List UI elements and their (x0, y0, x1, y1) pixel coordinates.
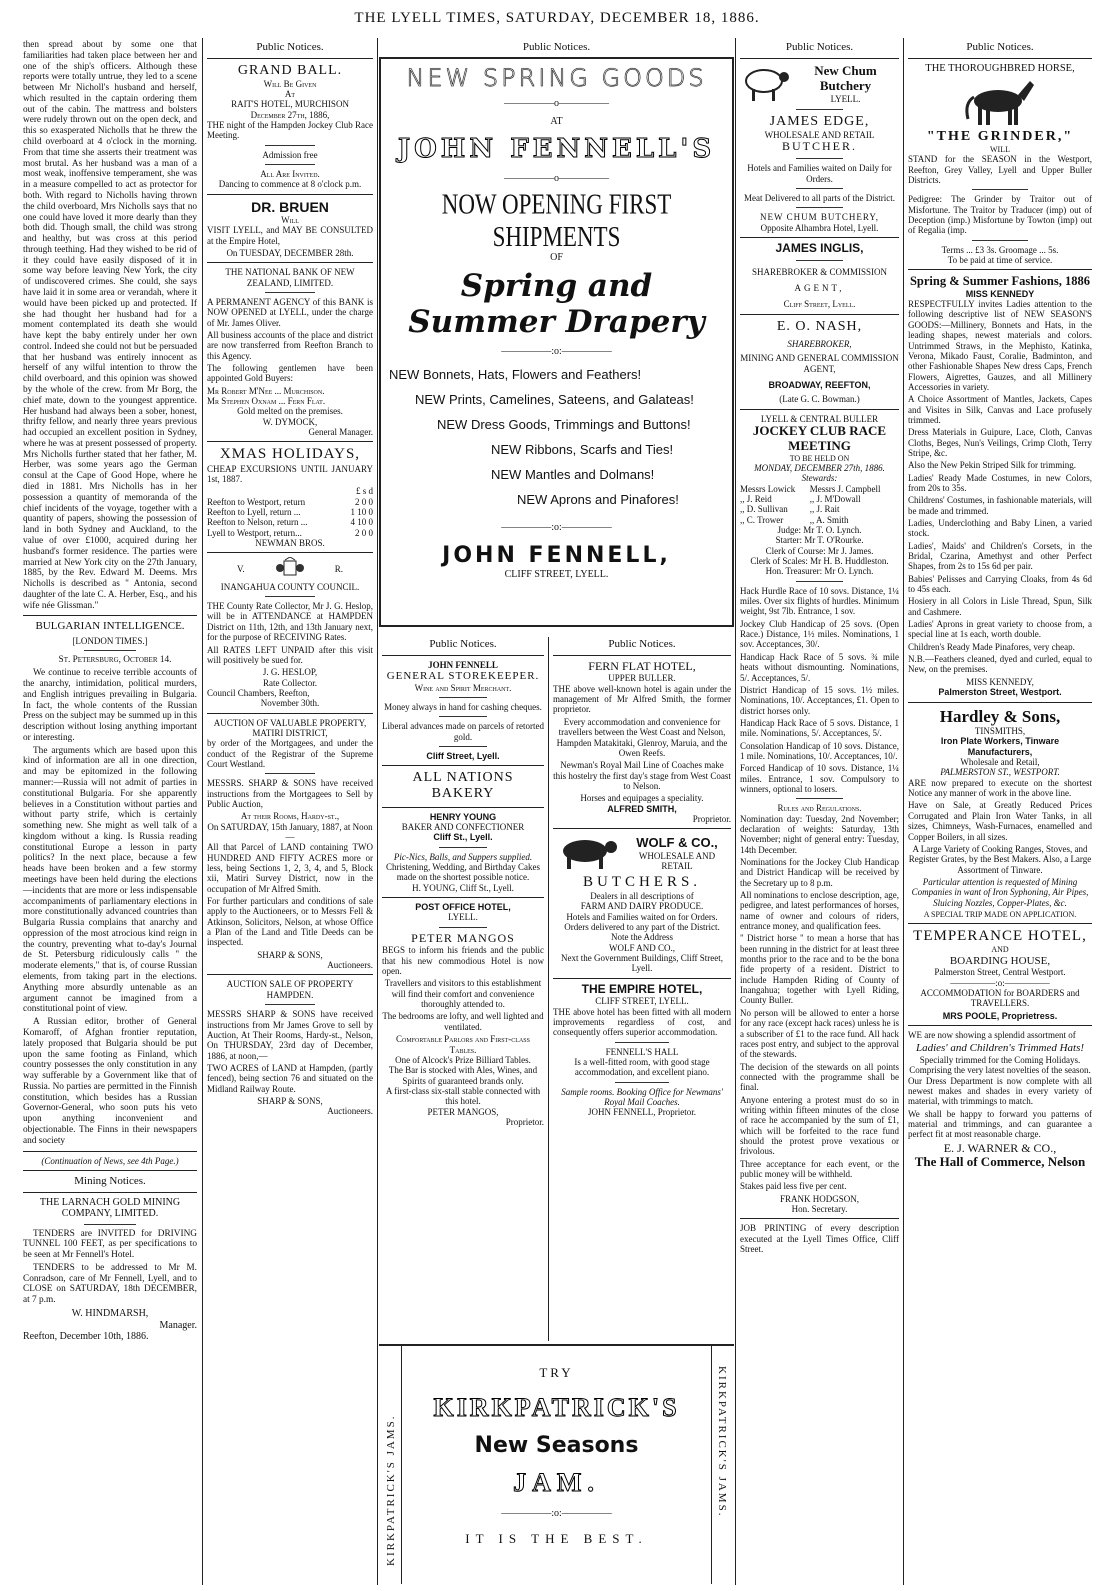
section-header: Public Notices. (256, 41, 324, 53)
table-row (740, 484, 899, 494)
notices-column (204, 40, 376, 1585)
ad-body: Particular attention is requested of Mining Companies in want of Iron Syphoning, Air Pipes, Sluicing Nozzles, Copper-Plates, &c. (911, 876, 1089, 908)
ad-title: THE NATIONAL BANK OF NEW ZEALAND, LIMITED. (225, 267, 355, 288)
ad-headline: Spring and Summer Drapery (408, 268, 705, 340)
list-item: A Choice Assortment of Mantles, Jackets, Capes and Visites in Silk, Canvas and Lace profusely trimmed. (908, 394, 1092, 425)
continuation-note: (Continuation of News, see 4th Page.) (41, 1155, 179, 1166)
ad-body: MESSRS SHARP & SONS have received instructions from Mr James Grove to sell by Auction, At Their Rooms, Hardy-st., Nelson, On THURSDAY, 23rd day of December, 1886, at noon,— (207, 1009, 373, 1061)
royal-arms (207, 557, 373, 581)
cattle-icon (553, 833, 623, 873)
ad-body: A first-class six-stall stable connected with this hotel. (385, 1085, 541, 1107)
ad-title: DR. BRUEN (251, 198, 329, 215)
signature-role: Proprietor. (692, 813, 731, 824)
list-item: Babies' Pelisses and Carrying Cloaks, from 4s 6d to 45s each. (908, 573, 1092, 595)
ad-line: Will Be Given (263, 78, 317, 89)
ad-line: RAIT'S HOTEL, MURCHISON (231, 99, 349, 110)
ad-line: LYELL. (830, 93, 861, 104)
masthead: THE LYELL TIMES, SATURDAY, DECEMBER 18, 1886. (354, 10, 760, 26)
ad-line: BUTCHER. (781, 139, 857, 154)
ad-title: E. O. NASH, (776, 318, 863, 334)
ad-line: NEW CHUM BUTCHERY, (760, 212, 879, 223)
ad-line: BAKER AND CONFECTIONER (401, 821, 525, 832)
ad-body: Horses and equipages a speciality. (580, 793, 704, 804)
wolf-header (553, 833, 731, 873)
ad-title: GRAND BALL. (237, 62, 343, 78)
column-divider (377, 38, 378, 1585)
table-row (207, 517, 373, 527)
ad-body: Pic-Nics, Balls, and Suppers supplied. (393, 851, 533, 862)
butchery-header (740, 63, 899, 105)
bulgarian-article (23, 655, 197, 1146)
news-source: [LONDON TIMES.] (72, 636, 148, 647)
ad-body: Christening, Wedding, and Birthday Cakes made on the shortest possible notice. (385, 861, 541, 883)
notices-column (379, 637, 547, 1341)
ad-line: PETER MANGOS (411, 930, 515, 945)
royal-crest-icon (275, 557, 305, 581)
table-cell: ,, J. Rait (809, 504, 840, 515)
ad-line: To be paid at time of service. (947, 255, 1053, 266)
sheep-icon (740, 63, 792, 105)
ad-body: THE night of the Hampden Jockey Club Race Meeting. (207, 120, 373, 141)
signature-role: Auctioneers. (327, 1106, 373, 1117)
ad-headline: "THE GRINDER," (926, 129, 1074, 145)
ad-body: The following gentlemen have been appointed Gold Buyers: (207, 363, 373, 384)
list-item: Ladies', Maids' and Children's Corsets, in the Bridal, Czarina, Amethyst and other Perfect Shapes, from 2s to 15s 6d per pair. (908, 540, 1092, 572)
ad-body: Pedigree: The Grinder by Traitor out of Misfortune. The Traitor by Traducer (imp) out of Deception (imp.) Misfortune by Towton (imp) out of Regalia (imp. (908, 194, 1092, 236)
ad-title: Spring & Summer Fashions, 1886 (909, 274, 1090, 289)
ad-item: NEW Dress Goods, Trimmings and Buttons! (437, 416, 691, 432)
ad-line: Judge: Mr T. O. Lynch. (777, 525, 862, 536)
rule-item: All nominations to enclose description, age, pedigree, and latest performances of horses, name of owner and colours of riders, entrance money, and qualification fees. (740, 890, 899, 932)
ad-title: XMAS HOLIDAYS, (219, 446, 361, 463)
ad-body: For further particulars and conditions of sale apply to the Auctioneers, or to Messrs Fell & Atkinson, Solicitors, Nelson, at whose Office a Plan of the Land and Title Deeds can be inspected. (207, 896, 373, 948)
ad-line: Stewards: (801, 473, 838, 484)
ad-body: Dealers in all descriptions of (590, 890, 694, 901)
news-column (20, 40, 200, 1585)
list-item: Mr Robert M'Nee ... Murchison. (207, 385, 325, 396)
ad-address: Palmerston Street, Westport. (938, 687, 1062, 698)
ad-line: BUTCHERS. (582, 873, 702, 890)
ad-address: BROADWAY, REEFTON, (768, 379, 871, 390)
signature: SHARP & SONS, (257, 1095, 323, 1106)
ad-line: BOARDING HOUSE, (949, 954, 1051, 967)
ad-body: Hotels and Families waited on Daily for Orders. (747, 163, 892, 184)
ad-line: MONDAY, DECEMBER 27th, 1886. (754, 462, 885, 473)
list-item: Ladies' Aprons in great variety to choose from, a special line at 1s each, worth double. (908, 619, 1092, 640)
table-cell: ,, J. Reid (740, 494, 772, 505)
ad-body: A Large Variety of Cooking Ranges, Stoves, and Register Grates, by the Best Makers. Also, a Large Assortment of Tinware. (908, 843, 1092, 875)
ad-body: All business accounts of the place and district are now transferred from Reefton Branch to this Agency. (207, 330, 373, 361)
signature: W. HINDMARSH, (71, 1308, 149, 1319)
ad-title: JOHN FENNELL (428, 659, 498, 670)
rule-item: No person will be allowed to enter a horse for any race (except hack races) unless he is a subscriber of £1 to the race fund. All hack races post entry, and subject to the approval of the stewards. (740, 1007, 899, 1060)
ad-title: New Chum Butchery (814, 62, 877, 93)
ad-body: Newman's Royal Mail Line of Coaches make this hostelry the first day's stage from West Coast to Nelson. (553, 760, 731, 791)
ornament: —————:o:————— (501, 521, 612, 533)
ad-line: WHOLESALE AND RETAIL (638, 850, 716, 871)
rule-item: " District horse " to mean a horse that has been running in the district for at least three months prior to the race and to be the bona fide property of a resident. District to include Hampden Riding of County of Inangahua; together with Lyell Riding, County Buller. (740, 933, 899, 1006)
list-item: Childrens' Costumes, in fashionable materials, will be made and trimmed. (908, 495, 1092, 516)
ad-body: Sample rooms. Booking Office for Newmans' Royal Mail Coaches. (561, 1086, 723, 1108)
ad-title: WOLF & CO., (636, 834, 718, 850)
side-text-left (383, 1366, 399, 1576)
ad-line: November 30th. (260, 698, 320, 709)
ad-body: TWO ACRES of LAND at Hampden, (partly fenced), being section 76 and situated on the Midland Railway Route. (207, 1062, 373, 1094)
ad-headline: JAM. (513, 1468, 600, 1498)
ad-line: Dancing to commence at 8 o'clock p.m. (218, 179, 362, 190)
ad-line: Admission free (262, 149, 318, 160)
signature-role: Proprietor. (505, 1116, 544, 1127)
table-row (740, 504, 899, 514)
fare: 4 10 0 (350, 517, 373, 528)
ad-line: Will (281, 214, 299, 225)
rule-item: Anyone entering a protest must do so in writing within fifteen minutes of the close of race he accompanied by the sum of £1, which will be forfeited to the race fund should the protest prove vexatious or frivolous. (740, 1094, 899, 1157)
ad-line: Clerk of Scales: Mr H. B. Huddleston. (750, 556, 889, 567)
ad-line: IT IS THE BEST. (465, 1530, 648, 1546)
signature: SHARP & SONS, (257, 949, 323, 960)
ad-body: Is a well-fitted room, with good stage accommodation, and excellent piano. (574, 1057, 710, 1078)
list-item: Ladies, Underclothing and Baby Linen, a varied stock. (908, 518, 1092, 539)
vr-left: V. (237, 564, 245, 575)
section-header: Public Notices. (429, 638, 497, 650)
ad-headline: NOW OPENING FIRST SHIPMENTS (441, 188, 672, 253)
ad-line: Terms ... £3 3s. Groomage ... 5s. (941, 244, 1059, 255)
table-header: £ s d (355, 486, 373, 497)
ornament: —————o————— (504, 98, 609, 110)
news-paragraph: A Russian editor, brother of General Komaroff, of Afghan frontier reputation, lately proposed that Bulgaria should be put upon the same footing as Finland, which country possesses the only constitution in any way sufferable by a Government like that of Russia. No parties are permitted in the Finnish constitution, which besides has a Russian Governor-General, who soon puts his veto upon anything inconvenient and objectionable. The Finns in their newspapers and society (23, 1017, 197, 1146)
signature: ALFRED SMITH, (607, 803, 677, 814)
ad-line: SHAREBROKER & COMMISSION (751, 266, 888, 277)
ornament: —————:o:————— (501, 346, 612, 358)
ad-body: RESPECTFULLY invites Ladies attention to the following descriptive list of NEW SEASON'S GOODS:—Millinery, Bonnets and Hats, in the leading shapes, newest materials and colors. Untrimmed Straws, in the Mephisto, Katinka, Verona, Mikado Faust, Coralie, Badminton, and other Fashionable Shapes New dress Caps, French Flowers, Aigrettes, Gauzes, and all Millinery Accessories in variety. (908, 299, 1092, 392)
table-cell: Messrs J. Campbell (809, 483, 881, 494)
race-event: District Handicap of 15 sovs. 1½ miles. Nominations, 10/. Acceptances, £1. Open to district horses only. (740, 684, 899, 716)
ad-address: Cliff St., Lyell. (433, 832, 493, 843)
column-divider (903, 38, 904, 1585)
ad-body: Travellers and visitors to this establishment will find their comfort and convenience thoroughly attended to. (384, 978, 542, 1010)
section-header: Public Notices. (522, 41, 591, 53)
table-cell: ,, D. Sullivan (740, 504, 788, 515)
column-divider (202, 38, 203, 1585)
ad-body: Liberal advances made on parcels of retorted gold. (382, 721, 544, 742)
ad-body: Specially trimmed for the Coming Holidays. (919, 1054, 1081, 1065)
section-header: Public Notices. (785, 41, 854, 53)
ad-line: At (284, 89, 296, 100)
ad-body: The Bar is stocked with Ales, Wines, and Spirits of guaranteed brands only. (388, 1065, 538, 1086)
ad-line: WHOLESALE AND RETAIL (764, 130, 875, 141)
ad-address: The Hall of Commerce, Nelson (914, 1154, 1086, 1170)
table-cell: ,, J. M'Dowall (809, 494, 861, 505)
ad-address: Opposite Alhambra Hotel, Lyell. (760, 222, 879, 233)
ad-body: Note the Address (611, 932, 673, 943)
route: Lyell to Westport, return... (207, 527, 302, 538)
ad-body: Every accommodation and convenience for travellers between the West Coast and Nelson, Hampden Matakitaki, Glenroy, Maruia, and the Owen Reefs. (556, 716, 728, 758)
ad-title: NEW SPRING GOODS (406, 63, 707, 92)
ad-address: Cliff Street, Lyell. (426, 751, 500, 761)
ad-line: AGENT, (794, 283, 845, 294)
kirkpatrick-jam-ad (379, 1344, 734, 1584)
ad-line: On TUESDAY, DECEMBER 28th. (226, 247, 354, 258)
ad-title: POST OFFICE HOTEL, (415, 901, 511, 912)
ad-body: All that Parcel of LAND containing TWO HUNDRED AND FIFTY ACRES more or less, being Sections 1, 2, 3, 4, and 5, Block xii, Matiri Survey District, now in the occupation of Mr Alfred Smith. (207, 842, 373, 894)
ad-headline: New Seasons (474, 1432, 639, 1458)
ad-line: Gold melted on the premises. (237, 406, 343, 417)
route: Reefton to Nelson, return ... (207, 517, 308, 528)
ad-line: AND (991, 945, 1009, 955)
ad-line: TRY (539, 1365, 574, 1380)
news-article (23, 40, 197, 611)
ad-line: Wholesale and Retail, (960, 757, 1040, 768)
rule-item: Stakes paid less five per cent. (740, 1181, 847, 1192)
ad-body: Hotels and Families waited on for Orders. (566, 911, 718, 922)
ad-title: JOCKEY CLUB RACE MEETING (752, 422, 887, 453)
ad-body: ACCOMMODATION for BOARDERS and TRAVELLERS. (920, 987, 1080, 1009)
ad-item: NEW Prints, Camelines, Sateens, and Galateas! (415, 391, 694, 407)
column-divider (548, 637, 549, 1341)
ad-body: BEGS to inform his friends and the public that his new commodious Hotel is now open. (382, 945, 544, 977)
signature: JOHN FENNELL, (442, 543, 671, 569)
signature: NEWMAN BROS. (255, 538, 325, 549)
ad-body: MINING AND GENERAL COMMISSION AGENT, (740, 353, 899, 374)
news-paragraph: then spread about by some one that familiarities had taken place between her and one of the ship's officers. Although these reports were totally untrue, they led to a scene between Mr Nicholl's husband and herself, which resulted in the captain ordering them out of the cabin. The mattress and bolsters were rudely thrown out on the open deck, and this so exasperated Nicholls that he threw the child overboard at 4 o'clock in the morning. From that time she asserts their treatment was most brutal. As her husband was a man of a most weak, inoffensive temperament, she was in a measure compelled to act as protector for both. With regard to Nicholls having thrown the child overboard, Mrs Nicholls says that no one could have loved it more dearly than they both did. Though small, the child was strong and healthy, but was cross at this period through teething. Had they wished to be rid of it they could have easily disposed of it in some way before leaving New York, the city of undiscovered crimes. She could, she says have laid it in some area or verandah, where it would have been picked up and protected. If she had thought her husband had for a moment contemplated its death she would have kept the baby entirely under her own control. Indeed she could not but be persuaded that her husband was entirely innocent as herself of any wilful intention to throw the child overboard, and this opinion was showed by the whole of the crew. from Mr Borg, the chief mate, down to the youngest apprentice. Her husband had always been a sober, honest, thrifty fellow, and nearly three years previous had occupied an excellent position in Sydney, where he was at present possessed of property. Mrs Nicholls further stated that her father, M. Herber, was some years ago the German consul at the Cape of Good Hope, where he died in 1881. Mrs Nicholls has in her possession a quantity of memoranda of the chief incidents of the voyage, together with a quantity of papers, showing the possession of land in both Sydney and Auckland, to the value of over £1000, acquired during her husband's former residence. The parties were married at New York city on the 27th January, 1885, by the Rev. Edward M. Deems. Mrs Nicholls is described as " Antonia, second daughter of the late C. A. Herber, Esq., and his wife née Glissman." (23, 40, 197, 611)
rule-item: Nominations for the Jockey Club Handicap and District Handicap will be received by the Secretary up to 8 p.m. (740, 857, 899, 888)
race-event: Handicap Hack Race of 5 sovs. Distance, 1 mile. Nominations, 5/. Acceptances, 5/. (740, 717, 899, 739)
ad-body: WE are now showing a splendid assortment of (908, 1029, 1076, 1040)
ad-line: Rules and Regulations. (777, 803, 862, 814)
ad-title: Hardley & Sons, (939, 706, 1061, 726)
ad-line: A SPECIAL TRIP MADE ON APPLICATION. (923, 909, 1077, 919)
ad-line: WILL (990, 145, 1010, 155)
ad-title: THE EMPIRE HOTEL, (581, 981, 703, 996)
signature-role: Hon. Secretary. (791, 1204, 848, 1215)
ornament: —————o————— (504, 173, 609, 185)
ad-line: MISS KENNEDY (965, 288, 1035, 299)
signature: MRS POOLE, Proprietress. (942, 1010, 1058, 1021)
race-event: Forced Handicap of 10 sovs. Distance, 1¼ miles. Entrance, 1 sov. Compulsory to winners, optional to losers. (740, 763, 899, 794)
race-event: Consolation Handicap of 10 sovs. Distance, 1 mile. Nominations, 10/. Acceptances, 10/. (740, 740, 899, 761)
table-row (740, 494, 899, 504)
ad-title: FERN FLAT HOTEL, (588, 658, 696, 673)
ad-address: Palmerston Street, Central Westport. (934, 967, 1066, 978)
list-item: Mr Stephen Oxnam ... Fern Flat. (207, 396, 326, 407)
notices-column (550, 637, 734, 1341)
table-row (740, 515, 899, 525)
ad-body: Have on Sale, at Greatly Reduced Prices Corrugated and Plain Iron Water Tanks, in all sizes, Chimneys, Wash-Furnaces, enamelled and Copper Boilers, in all sizes. (908, 800, 1092, 842)
ad-address: Next the Government Buildings, Cliff Street, Lyell. (560, 952, 724, 974)
side-text-right (714, 1366, 730, 1576)
ad-body: Orders delivered to any part of the District. (564, 921, 720, 932)
ad-line: FENNELL'S HALL (605, 1046, 679, 1057)
ad-line: On SATURDAY, 15th January, 1887, at Noon— (207, 821, 373, 843)
ad-line: HENRY YOUNG (429, 811, 497, 822)
ad-body: THE County Rate Collector, Mr J. G. Heslop, will be in ATTENDANCE at HAMPDEN District on 11th, 12th, and 13th January next, for the purpose of RECEIVING Rates. (207, 601, 373, 643)
signature: H. YOUNG, Cliff St., Lyell. (412, 882, 514, 893)
ad-line: JAMES EDGE, (769, 113, 870, 129)
race-event: Jockey Club Handicap of 25 sovs. (Open Race.) Distance, 1½ miles. Nominations, 1 sov. Acceptances, 30/. (740, 618, 899, 650)
signature: FRANK HODGSON, (779, 1193, 859, 1204)
notices-column (905, 40, 1095, 1585)
ad-line: (Late G. C. Bowman.) (779, 394, 860, 405)
rule-item: Nomination day: Tuesday, 2nd November; declaration of weights: Saturday, 13th November; night of general entry: Tuesday, 14th December. (740, 813, 899, 855)
ad-body: A PERMANENT AGENCY of this BANK is NOW OPENED at LYELL, under the charge of Mr. James Oliver. (207, 296, 373, 328)
list-item: Children's Ready Made Pinafores, very cheap. (908, 641, 1075, 652)
ad-body: by order of the Mortgagees, and under the conduct of the Registrar of the Supreme Court Westland. (207, 738, 373, 769)
ad-body: Comfortable Parlors and First-class Tables. (396, 1034, 530, 1055)
ad-line: LYELL. (448, 912, 478, 923)
ad-line: Hon. Treasurer: Mr O. Lynch. (765, 566, 874, 577)
race-event: Hack Hurdle Race of 10 sovs. Distance, 1¼ miles. Over six flights of hurdles. Minimum weight, 9st 7lb. Entrance, 1 sov. (740, 585, 899, 617)
ad-address: PALMERSTON ST., WESTPORT. (940, 767, 1060, 778)
signature-role: Auctioneers. (327, 960, 373, 971)
signature: MISS KENNEDY, (966, 676, 1034, 687)
signature: JOHN FENNELL, Proprietor. (588, 1107, 696, 1118)
table-cell: ,, A. Smith (809, 514, 849, 525)
ad-title: ALL NATIONS BAKERY (412, 770, 514, 802)
ad-line: TINSMITHS, (974, 726, 1026, 737)
dateline: St. Petersburg, October 14. (58, 655, 172, 666)
stewards-table (740, 484, 899, 525)
ad-line: December 27th, 1886, (250, 109, 330, 120)
ad-body: Meat Delivered to all parts of the District. (744, 192, 895, 203)
ad-body: One of Alcock's Prize Billiard Tables. (395, 1054, 531, 1065)
ad-title: INANGAHUA COUNTY COUNCIL. (220, 581, 360, 592)
ad-body: CHEAP EXCURSIONS UNTIL JANUARY 1st, 1887. (207, 463, 373, 485)
ad-body: Money always in hand for cashing cheques. (384, 701, 542, 712)
rule-item: The decision of the stewards on all points connected with the programme shall be final. (740, 1061, 899, 1093)
fare: 2 0 0 (355, 527, 373, 538)
mining-body: TENDERS to be addressed to Mr M. Conradson, care of Mr Fennell, Lyell, and to CLOSE on SATURDAY, 18th DECEMBER, at 7 p.m. (23, 1262, 197, 1306)
table-cell: Messrs Lowick (740, 483, 796, 494)
ad-line: SHAREBROKER, (787, 338, 852, 349)
news-paragraph: The arguments which are based upon this kind of information are all in one direction, and may be epitomized in the following manner:—Russia will not admit of parties in constitutional Bulgaria. For she apparently believes in a Constitution without parties and without party strife, which is certainly something new. She might as well talk of a kingdom without a king. Is Russia reading constitutional Europe a lesson in party politics? In the next place, because a few heads have been broken and a few stormy meetings have been held during the elections—incidents that are more or less indispensable accompaniments of parliamentary elections in more constitutionally advanced countries than Bulgaria Russia complains that anarchy and oppression of the most atrocious kind reign in the country, preventing what to-day's Journal de St. Petersburg ridiculously calls " the moderate elements," that is, of course Russian elements, from taking part in the elections. Anything more absurdly untenable as an argument cannot be imagined from a constitutional point of view. (23, 745, 197, 1015)
ad-line: TO BE HELD ON (789, 453, 850, 463)
section-header: Public Notices. (966, 41, 1034, 53)
ad-body: All RATES LEFT UNPAID after this visit will positively be sued for. (207, 644, 373, 665)
ad-body: THE above well-known hotel is again under the management of Mr Alfred Smith, the former proprietor. (553, 683, 731, 715)
fare: 1 10 0 (350, 507, 373, 518)
side-label: KIRKPATRICK'S JAMS. (716, 1366, 728, 1518)
ad-item: NEW Aprons and Pinafores! (517, 491, 679, 507)
route: Reefton to Lyell, return ... (207, 507, 301, 518)
race-event: Handicap Hack Race of 5 sovs. ¾ mile heats without dismounting. Nominations, 5/. Acceptances, 5/. (740, 651, 899, 683)
list-item: Hosiery in all Colors in Lisle Thread, Spun, Silk and Cashmere. (908, 596, 1092, 617)
ad-body: MESSRS. SHARP & SONS have received instructions from the Mortgagees to Sell by Public Auction, (207, 778, 373, 809)
column-divider (735, 38, 736, 1585)
signature-role: Rate Collector. (263, 677, 317, 688)
ad-line: CLIFF STREET, LYELL. (595, 996, 689, 1007)
ad-line: All Are Invited. (260, 169, 320, 180)
ornament: —————:o:————— (950, 977, 1050, 988)
news-paragraph: We continue to receive terrible accounts of the anarchy, intimidation, political murders, and English intrigues prevailing in Bulgaria. In fact, the whole contents of the Russian Press on the subject may be summed up in this description without losing anything important or interesting. (23, 668, 197, 743)
signature: J. G. HESLOP, (262, 667, 318, 678)
fare: 2 0 0 (355, 496, 373, 507)
ad-body: Comprising the very latest novelties of the season. (909, 1065, 1091, 1076)
list-item: Also the New Pekin Striped Silk for trimming. (908, 460, 1076, 471)
ad-shop-name: JOHN FENNELL'S (397, 134, 716, 165)
ad-body: Our Dress Department is now complete with all newest makes and shades in every variety of material, with trimmings to match. (908, 1075, 1092, 1107)
ad-headline: Ladies' and Children's Trimmed Hats! (915, 1042, 1085, 1055)
ad-line: Clerk of Course: Mr J. James. (765, 545, 874, 556)
ad-item: NEW Bonnets, Hats, Flowers and Feathers! (389, 366, 642, 382)
route: Reefton to Westport, return (207, 496, 306, 507)
ad-address: CLIFF STREET, LYELL. (504, 568, 609, 580)
ad-body: JOB PRINTING of every description executed at the Lyell Times Office, Cliff Street. (740, 1223, 899, 1255)
ad-line: Wine and Spirit Merchant. (414, 682, 512, 693)
ad-brand: KIRKPATRICK'S (433, 1392, 680, 1422)
list-item: N.B.—Feathers cleaned, dyed and curled, equal to New, on the premises. (908, 654, 1092, 675)
table-row (207, 528, 373, 538)
ad-title: THE THOROUGHBRED HORSE, (925, 62, 1075, 74)
ad-line: GENERAL STOREKEEPER. (386, 669, 540, 682)
notice-date: Reefton, December 10th, 1886. (23, 1331, 149, 1342)
ad-title: AUCTION OF VALUABLE PROPERTY, MATIRI DISTRICT, (213, 717, 367, 738)
notices-column (737, 40, 902, 1585)
ornament: —————:o:————— (501, 1508, 612, 1520)
table-cell: ,, C. Trower (740, 514, 784, 525)
ad-line: Council Chambers, Reefton, (207, 687, 310, 698)
horse-icon (908, 75, 1092, 129)
ad-title: JAMES INGLIS, (775, 240, 864, 255)
ad-body: THE above hotel has been fitted with all modern improvements regardless of cost, and consequently offers superior accommodation. (553, 1006, 731, 1038)
section-header: Public Notices. (608, 638, 676, 650)
ad-line: Starter: Mr T. O'Rourke. (775, 535, 864, 546)
bulgarian-heading: BULGARIAN INTELLIGENCE. (35, 620, 185, 633)
ad-body: We shall be happy to forward you patterns of material and trimmings, and can guarantee a perfect fit at most reasonable charge. (908, 1108, 1092, 1140)
rule-item: Three acceptance for each event, or the public money will be withheld. (740, 1158, 899, 1179)
ad-line: AT (550, 115, 563, 127)
list-item: Dress Materials in Guipure, Lace, Cloth, Canvas Cloths, Beges, Nun's Veilings, Crimp Cloth, Terry Stripe, &c. (908, 427, 1092, 458)
fennell-drapery-ad (379, 40, 734, 634)
ad-item: NEW Ribbons, Scarfs and Ties! (491, 441, 674, 457)
ad-item: NEW Mantles and Dolmans! (491, 466, 655, 482)
table-row (207, 497, 373, 507)
signature: E. J. WARNER & CO., (943, 1140, 1057, 1155)
ad-line: UPPER BULLER. (608, 673, 676, 684)
ad-line: At their Rooms, Hardy-st., (240, 811, 340, 822)
signature-role: General Manager. (308, 427, 373, 438)
ad-title: TEMPERANCE HOTEL, (913, 928, 1087, 945)
ad-line: LYELL & CENTRAL BULLER (760, 413, 879, 424)
ad-line: Iron Plate Workers, Tinware Manufacturers, (940, 736, 1060, 757)
ad-address: Cliff Street, Lyell. (783, 299, 856, 310)
ad-body: WOLF AND CO., (608, 942, 675, 953)
ad-title: AUCTION SALE OF PROPERTY HAMPDEN. (226, 979, 354, 1000)
mining-company: THE LARNACH GOLD MINING COMPANY, LIMITED. (39, 1196, 181, 1220)
mining-body: TENDERS are INVITED for DRIVING TUNNEL 100 FEET, as per specifications to be seen at Mr Fennell's Hotel. (23, 1228, 197, 1261)
ad-body: ARE now prepared to execute on the shortest Notice any manner of work in the above line. (908, 777, 1092, 799)
signature: PETER MANGOS, (427, 1106, 499, 1117)
ad-line: OF (550, 251, 563, 263)
list-item: Ladies' Ready Made Costumes, in new Colors, from 20s to 35s. (908, 472, 1092, 493)
ad-body: VISIT LYELL, and MAY BE CONSULTED at the Empire Hotel, (207, 225, 373, 246)
section-header: Mining Notices. (74, 1174, 146, 1187)
table-row (207, 507, 373, 517)
ad-body: The bedrooms are lofty, and well lighted and ventilated. (382, 1011, 544, 1032)
signature: W. DYMOCK, (262, 416, 318, 427)
side-label: KIRKPATRICK'S JAMS. (385, 1414, 397, 1566)
ad-body: FARM AND DAIRY PRODUCE. (580, 901, 704, 912)
signature-role: Manager. (159, 1319, 197, 1331)
ad-body: STAND for the SEASON in the Westport, Reefton, Grey Valley, Lyell and Upper Buller Districts. (908, 154, 1092, 186)
vr-right: R. (334, 564, 343, 575)
